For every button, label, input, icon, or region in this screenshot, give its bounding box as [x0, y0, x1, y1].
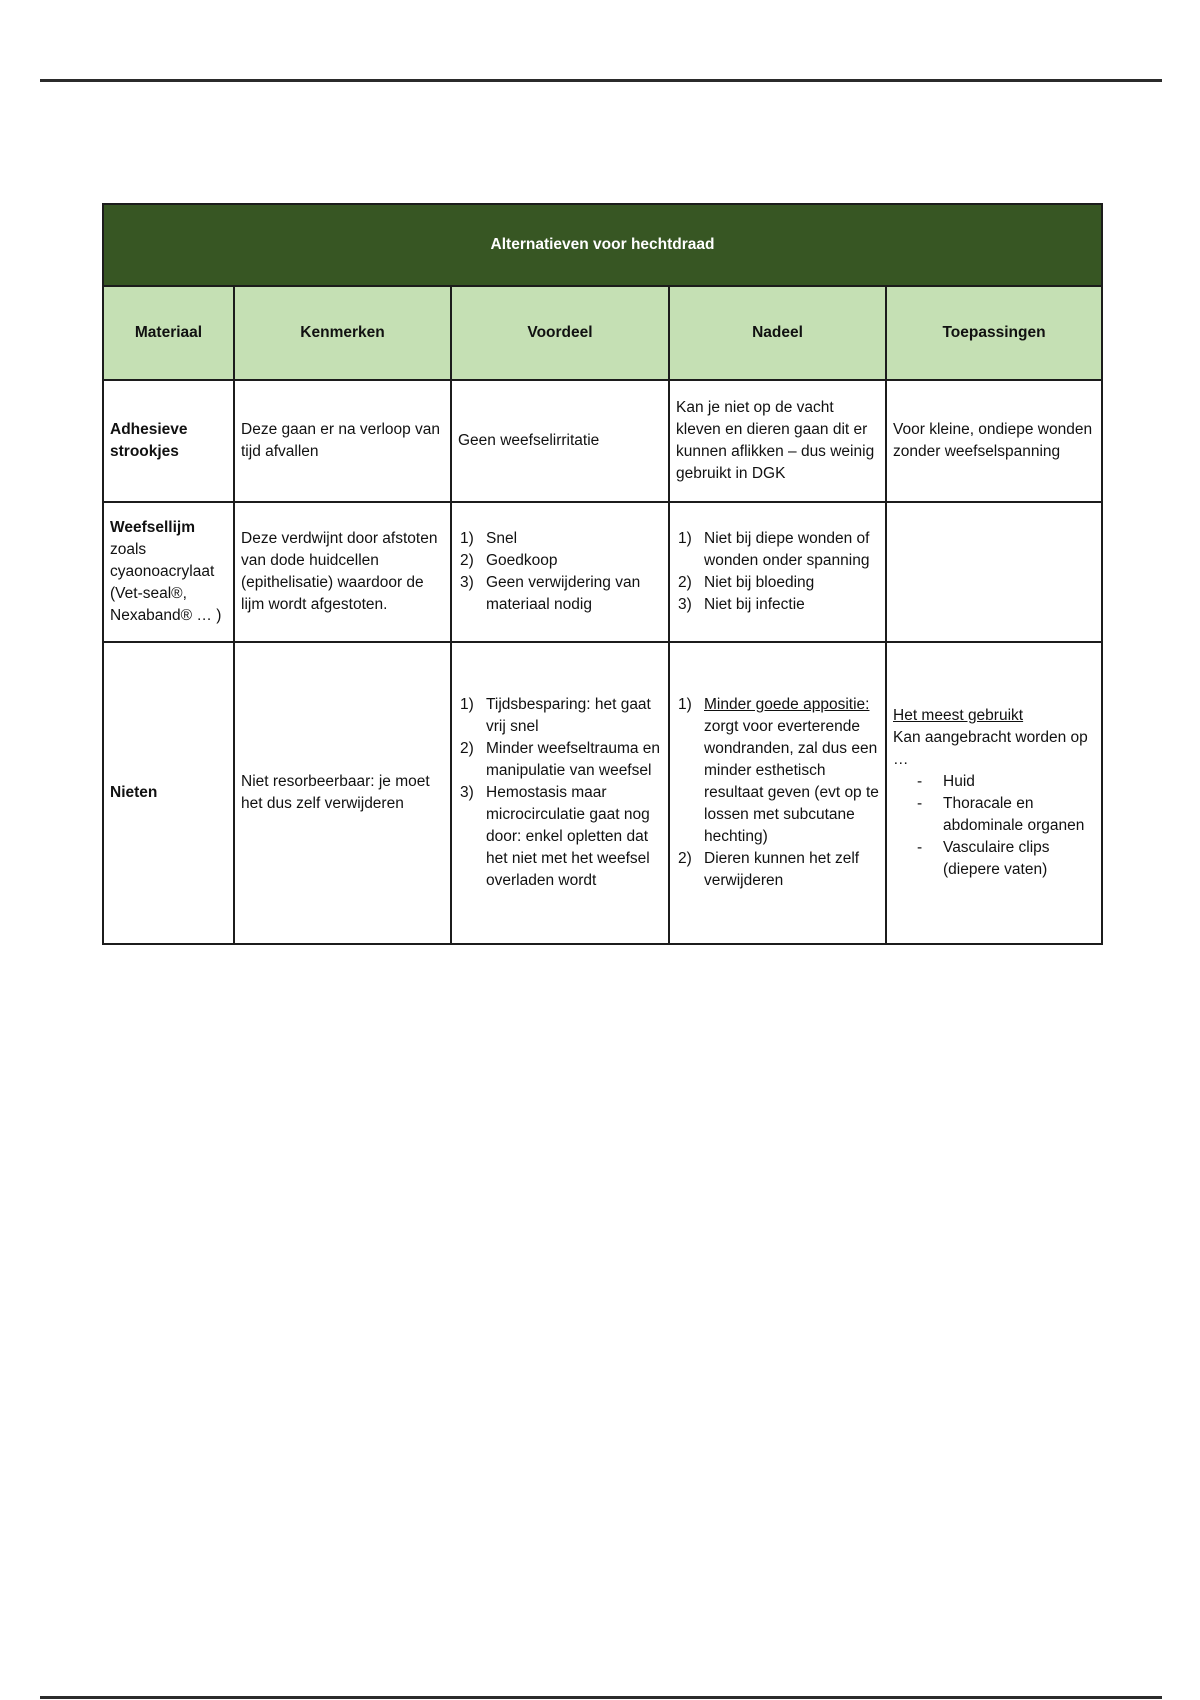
list-number: 2)	[678, 850, 692, 867]
table-row	[103, 642, 1102, 944]
material-name: Adhesieve strookjes	[110, 421, 188, 460]
list-number: 1)	[460, 696, 474, 713]
list-number: 3)	[460, 574, 474, 591]
list-number: 1)	[678, 696, 692, 713]
cell-toepassingen	[886, 642, 1102, 944]
list-item: - Huid	[893, 771, 1095, 793]
voordeel-list	[458, 694, 662, 892]
cell-nadeel	[669, 502, 886, 642]
list-text: Niet bij bloeding	[704, 574, 815, 591]
list-text-underlined: Minder goede appositie:	[704, 696, 870, 713]
list-number: 3)	[678, 596, 692, 613]
cell-voordeel	[451, 642, 669, 944]
alternatives-table	[102, 203, 1103, 945]
table-row	[103, 502, 1102, 642]
list-text: Dieren kunnen het zelf verwijderen	[704, 850, 860, 889]
list-item	[458, 694, 662, 738]
list-text: Tijdsbesparing: het gaat vrij snel	[486, 696, 651, 735]
voordeel-list	[458, 528, 662, 616]
list-number: 2)	[460, 740, 474, 757]
list-text: Niet bij diepe wonden of wonden onder spanning	[704, 530, 870, 569]
list-number: 3)	[460, 784, 474, 801]
material-description: zoals cyaonoacrylaat (Vet-seal®, Nexaband® … )	[110, 541, 222, 624]
toepassingen-intro: Kan aangebracht worden op …	[893, 729, 1088, 768]
cell-material	[103, 642, 234, 944]
list-text: zorgt voor everterende wondranden, zal dus een minder esthetisch resultaat geven (evt op te lossen met subcutane hechting)	[704, 718, 879, 845]
list-number: 2)	[678, 574, 692, 591]
list-item	[676, 694, 879, 848]
list-text: Goedkoop	[486, 552, 558, 569]
list-text: Niet bij infectie	[704, 596, 805, 613]
bottom-rule	[40, 1696, 1162, 1699]
list-item	[458, 572, 662, 616]
list-number: 1)	[678, 530, 692, 547]
cell-nadeel	[669, 642, 886, 944]
list-item	[676, 594, 879, 616]
material-name: Nieten	[110, 784, 158, 801]
nadeel-list	[676, 694, 879, 892]
cell-kenmerken: Deze verdwijnt door afstoten van dode huidcellen (epithelisatie) waardoor de lijm wordt afgestoten.	[234, 502, 451, 642]
cell-nadeel: Kan je niet op de vacht kleven en dieren gaan dit er kunnen aflikken – dus weinig gebruikt in DGK	[669, 380, 886, 502]
table-row	[103, 380, 1102, 502]
cell-toepassingen: Voor kleine, ondiepe wonden zonder weefselspanning	[886, 380, 1102, 502]
list-text: Hemostasis maar microcirculatie gaat nog door: enkel opletten dat het niet met het weefsel overladen wordt	[486, 784, 650, 889]
list-item	[458, 782, 662, 892]
header-materiaal: Materiaal	[103, 286, 234, 380]
cell-kenmerken: Deze gaan er na verloop van tijd afvallen	[234, 380, 451, 502]
header-kenmerken: Kenmerken	[234, 286, 451, 380]
list-number: 2)	[460, 552, 474, 569]
cell-material	[103, 380, 234, 502]
toepassingen-list	[893, 771, 1095, 881]
cell-voordeel: Geen weefselirritatie	[451, 380, 669, 502]
table-header-row	[103, 286, 1102, 380]
cell-toepassingen	[886, 502, 1102, 642]
cell-voordeel	[451, 502, 669, 642]
toepassingen-heading: Het meest gebruikt	[893, 707, 1024, 724]
list-item	[458, 550, 662, 572]
header-voordeel: Voordeel	[451, 286, 669, 380]
list-item	[676, 848, 879, 892]
cell-material	[103, 502, 234, 642]
top-rule	[40, 79, 1162, 82]
list-number: 1)	[460, 530, 474, 547]
list-item: - Vasculaire clips (diepere vaten)	[893, 837, 1095, 881]
list-item: - Thoracale en abdominale organen	[893, 793, 1095, 837]
table-title-row	[103, 204, 1102, 286]
list-item	[676, 528, 879, 572]
list-item	[458, 738, 662, 782]
cell-kenmerken: Niet resorbeerbaar: je moet het dus zelf verwijderen	[234, 642, 451, 944]
list-text: Minder weefseltrauma en manipulatie van weefsel	[486, 740, 661, 779]
nadeel-list	[676, 528, 879, 616]
list-text: Snel	[486, 530, 518, 547]
list-item	[458, 528, 662, 550]
list-item	[676, 572, 879, 594]
material-name: Weefsellijm	[110, 519, 196, 536]
table-title: Alternatieven voor hechtdraad	[103, 204, 1102, 286]
list-text: Geen verwijdering van materiaal nodig	[486, 574, 641, 613]
header-toepassingen: Toepassingen	[886, 286, 1102, 380]
header-nadeel: Nadeel	[669, 286, 886, 380]
